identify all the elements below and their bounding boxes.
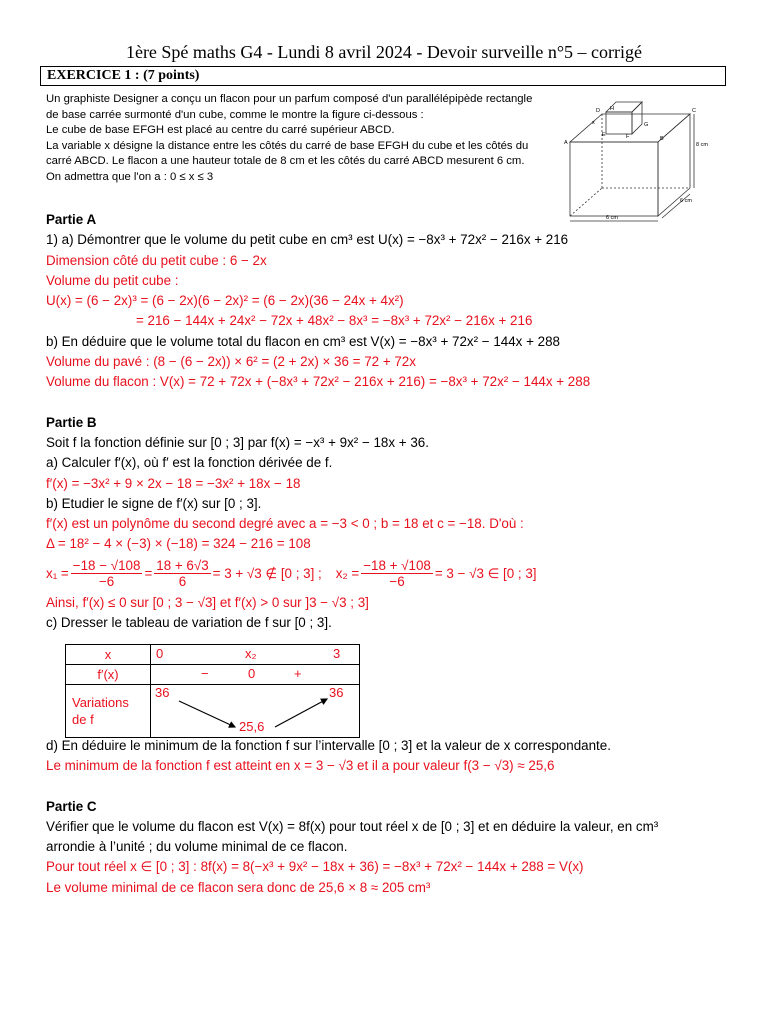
derivative-signs [151,665,360,685]
top-face-abcd [570,114,690,142]
label-h: H [610,106,614,112]
answer-line: Pour tout réel x ∈ [0 ; 3] : 8f(x) = 8(−x³ + 9x² − 18x + 36) = −8x³ + 72x² − 144x + 288 = V(x) [46,859,584,875]
part-b-intro: Soit f la fonction définie sur [0 ; 3] par f(x) = −x³ + 9x² − 18x + 36. [46,434,429,450]
fraction [361,558,433,589]
main-content [46,210,736,633]
variation-arrows [151,685,359,739]
x1-label: x₁ = [46,565,69,581]
variations-arrows [151,685,360,738]
equals: = [144,565,153,581]
width-label: 6 cm [606,215,618,221]
answer-line: Volume du flacon : V(x) = 72 + 72x + (−8x³ + 72x² − 216x + 216) = −8x³ + 72x² − 144x + 288 [46,374,591,390]
label-f: F [626,134,630,140]
height-label: 8 cm [696,142,708,148]
answer-line: U(x) = (6 − 2x)³ = (6 − 2x)(6 − 2x)² = (6 − 2x)(36 − 24x + 4x²) [46,293,404,309]
value-end: 36 [329,685,344,700]
x-header: x [66,645,151,665]
answer-line: Volume du pavé : (8 − (6 − 2x)) × 6² = (2 + 2x) × 36 = 72 + 72x [46,354,416,370]
label-x: x [592,120,595,126]
part-c-question: Vérifier que le volume du flacon est V(x) = 8f(x) pour tout réel x de [0 ; 3] et en déduire la valeur, en cm³ [46,818,659,834]
part-c-heading: Partie C [46,798,97,814]
flask-figure [562,94,732,224]
x-start: 0 [156,646,164,661]
depth-label: 6 cm [680,198,692,204]
part-a-heading: Partie A [46,212,97,227]
variations-label: de f [72,712,94,727]
sign-plus: + [294,666,302,681]
label-d: D [596,108,600,114]
statement-line: de base carrée surmonté d'un cube, comme le montre la figure ci-dessous : [46,108,424,121]
fraction [71,558,143,589]
question-c: c) Dresser le tableau de variation de f sur [0 ; 3]. [46,615,332,631]
answer-line: f′(x) est un polynôme du second degré avec a = −3 < 0 ; b = 18 et c = −18. D'où : [46,516,524,532]
question-1a: 1) a) Démontrer que le volume du petit cube en cm³ est U(x) = −8x³ + 72x² − 216x + 216 [46,232,569,248]
label-g: G [644,122,649,128]
answer-line: = 216 − 144x + 24x² − 72x + 48x² − 8x³ = −8x³ + 72x² − 216x + 216 [136,313,533,329]
x-values [151,645,360,665]
page-title: 1ère Spé maths G4 - Lundi 8 avril 2024 - Devoir surveille n°5 – corrigé [125,42,643,62]
statement-line: La variable x désigne la distance entre les côtés du carré de base EFGH du cube et les côtés du [46,139,529,152]
value-min: 25,6 [239,719,265,734]
statement-line: On admettra que l'on a : 0 ≤ x ≤ 3 [46,170,214,183]
part-c-question: arrondie à l’unité ; du volume minimal de ce flacon. [46,839,348,855]
fraction [154,558,210,589]
exercise-statement [46,92,566,186]
answer-line: Le minimum de la fonction f est atteint en x = 3 − √3 et il a pour valeur f(3 − √3) ≈ 25,6 [46,758,555,774]
exercise-label: EXERCICE 1 : (7 points) [47,68,200,83]
x-end: 3 [333,646,341,661]
label-c: C [692,108,696,114]
main-content-2 [46,736,736,898]
cube-side [632,102,642,134]
roots-line [46,555,736,593]
question-a: a) Calculer f′(x), où f′ est la fonction dérivée de f. [46,455,333,471]
answer-line: Volume du petit cube : [46,272,179,288]
decreasing-arrow [179,701,235,727]
variations-label: Variations [72,695,129,710]
numerator: −18 − √108 [72,558,141,574]
increasing-arrow [275,699,327,727]
statement-line: Le cube de base EFGH est placé au centre du carré supérieur ABCD. [46,124,395,137]
variation-table [65,644,360,738]
answer-line: Le volume minimal de ce flacon sera donc de 25,6 × 8 ≈ 205 cm³ [46,879,431,895]
label-a: A [564,140,568,146]
answer-line: Δ = 18² − 4 × (−3) × (−18) = 324 − 216 = 108 [46,536,311,552]
numerator: 18 + 6√3 [156,558,209,574]
sign-minus: − [201,666,209,681]
sign-zero: 0 [248,666,256,681]
exercise-header [40,66,726,86]
statement-line: carré ABCD. Le flacon a une hauteur totale de 8 cm et les côtés du carré ABCD mesurent 6 cm. [46,155,525,168]
label-b: B [660,136,664,142]
denominator: 6 [178,574,187,590]
answer-line: f′(x) = −3x² + 9 × 2x − 18 = −3x² + 18x − 18 [46,475,301,491]
x-mid: x₂ [245,646,257,661]
question-d: d) En déduire le minimum de la fonction f sur l’intervalle [0 ; 3] et la valeur de x correspondante. [46,738,611,753]
answer-line: Ainsi, f′(x) ≤ 0 sur [0 ; 3 − √3] et f′(x) > 0 sur ]3 − √3 ; 3] [46,594,369,610]
denominator: −6 [389,574,405,590]
label-e: E [602,132,606,138]
x1-result: = 3 + √3 ∉ [0 ; 3] ; [212,565,322,581]
question-b: b) Etudier le signe de f′(x) sur [0 ; 3]. [46,495,262,511]
answer-line: Dimension côté du petit cube : 6 − 2x [46,252,267,268]
question-1b: b) En déduire que le volume total du flacon en cm³ est V(x) = −8x³ + 72x² − 144x + 288 [46,333,560,349]
numerator: −18 + √108 [363,558,431,574]
x2-label: x₂ = [335,565,360,581]
x2-result: = 3 − √3 ∈ [0 ; 3] [434,565,537,581]
denominator: −6 [98,574,115,590]
statement-line: Un graphiste Designer a conçu un flacon pour un parfum composé d'un parallélépipède rectangle [46,93,533,105]
cube-front [606,112,632,134]
derivative-header: f′(x) [66,665,151,685]
value-start: 36 [155,685,170,700]
part-b-heading: Partie B [46,414,97,430]
variations-header [66,685,151,738]
